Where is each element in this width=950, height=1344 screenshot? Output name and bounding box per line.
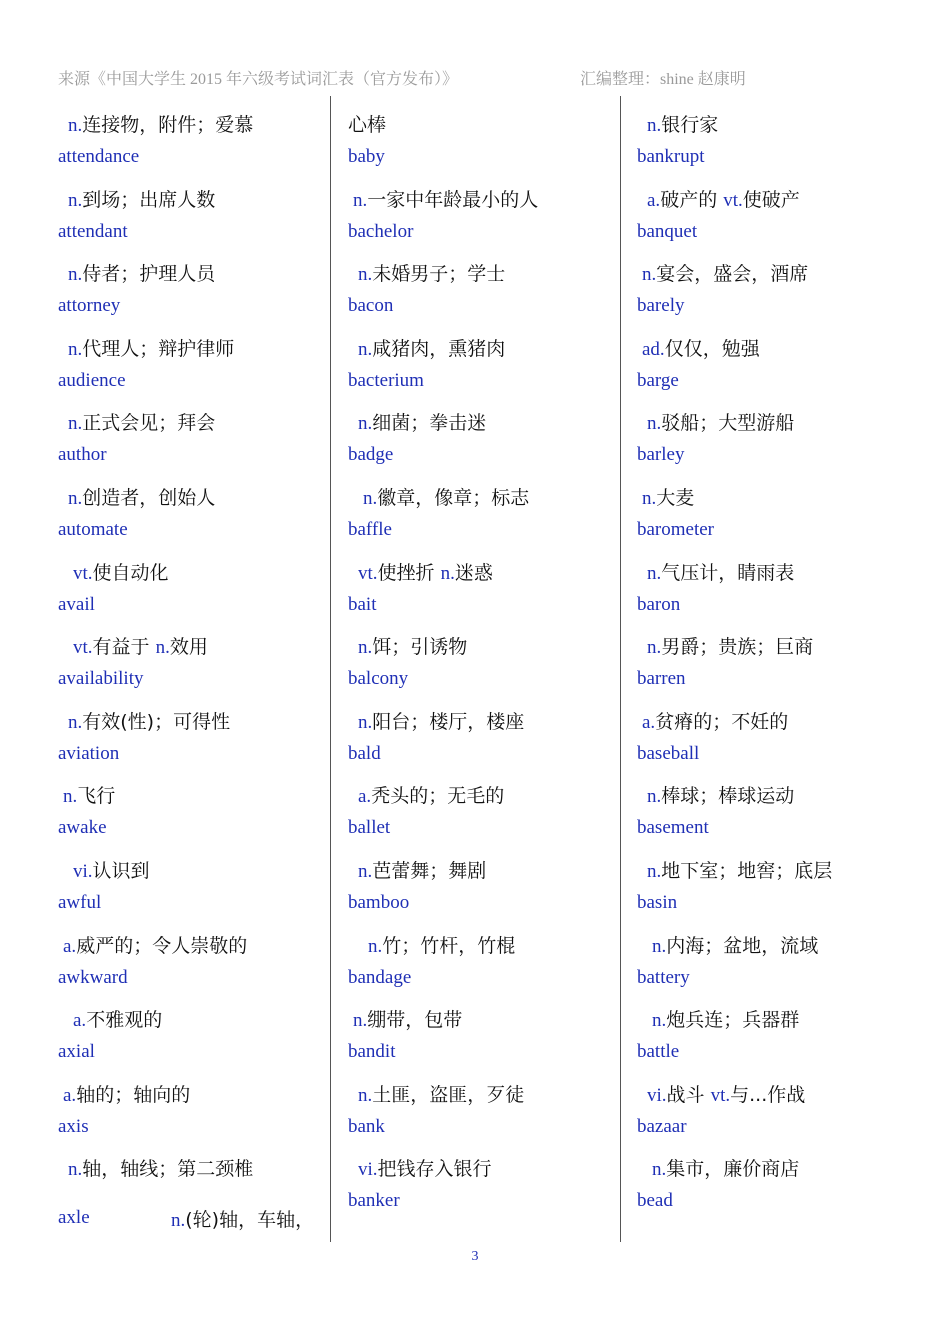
definition-text: 心棒 [348,114,387,136]
definition-text: 未婚男子；学士 [372,263,506,286]
part-of-speech: n. [642,487,657,509]
definition-text: 气压计，睛雨表 [661,561,795,584]
part-of-speech: n. [647,860,662,882]
vocab-entry [637,921,907,996]
part-of-speech: n. [68,711,83,733]
vocab-word: attendant [58,220,128,242]
definition-text: 认识到 [92,859,150,882]
vocab-word: availability [58,668,144,690]
vocab-entry [348,324,618,399]
vocab-word: bamboo [348,891,410,913]
vocab-entry [58,100,328,175]
vocab-definition [363,483,529,510]
vocab-entry [637,548,907,623]
part-of-speech: n. [68,115,83,136]
vocab-word: audience [58,369,126,391]
definition-text: 使自动化 [92,561,169,584]
vocab-definition [652,1154,799,1181]
vocab-word: bacterium [348,369,424,391]
header-source: 来源《中国大学生 2015 年六级考试词汇表（官方发布）》 [58,71,459,88]
definition-text: 土匪，盗匪，歹徒 [372,1083,525,1106]
vocab-entry [348,995,618,1070]
vocab-definition [647,558,794,585]
part-of-speech: a. [642,711,656,733]
part-of-speech: vi. [647,1084,667,1106]
definition-text: 使挫折 [377,561,441,584]
part-of-speech: a. [73,1010,87,1032]
vocab-entry [58,548,328,623]
part-of-speech: n. [647,413,662,435]
definition-text: 饵；引诱物 [372,636,468,659]
vocab-entry [58,622,328,697]
part-of-speech: n. [358,860,373,882]
vocab-definition [358,408,486,435]
part-of-speech: n. [68,338,83,360]
definition-text: 绷带，包带 [367,1009,463,1032]
definition-text: 正式会见；拜会 [82,412,216,435]
vocab-word: bacon [348,295,394,317]
part-of-speech: vi. [73,860,93,882]
part-of-speech: n. [358,1084,373,1106]
definition-text: 轴，轴线；第二颈椎 [82,1158,254,1181]
part-of-speech: n. [358,413,373,435]
vocab-entry [58,1070,328,1145]
part-of-speech: n. [155,637,170,659]
definition-text: 威严的；令人崇敬的 [76,934,248,957]
part-of-speech: n. [652,1010,667,1032]
vocab-entry [348,697,618,772]
vocab-entry [58,697,328,772]
vocab-word: bazaar [637,1115,687,1137]
vocab-entry [58,771,328,846]
definition-text: 仅仅，勉强 [664,337,760,360]
vocab-word: banker [348,1190,400,1212]
vocab-word: baron [637,593,681,615]
part-of-speech: n. [642,264,657,286]
vocab-word: baby [348,146,385,167]
vocab-word: baffle [348,518,392,540]
vocab-entry [58,921,328,996]
part-of-speech: n. [353,1010,368,1032]
part-of-speech: a. [63,1084,77,1106]
vocab-definition [68,110,253,137]
definition-text: 地下室；地窖；底层 [661,859,833,882]
vocab-entry [637,622,907,697]
vocab-definition [358,259,505,286]
vocab-definition [647,408,794,435]
vocab-definition [358,707,524,734]
vocab-word: axle [58,1207,90,1228]
definition-text: 贫瘠的；不妊的 [655,710,789,733]
vocab-definition [642,259,808,286]
vocab-word: bank [348,1115,385,1137]
definition-text: 创造者，创始人 [82,486,216,509]
vocab-entry [348,175,618,250]
part-of-speech: n. [652,935,667,957]
definition-text: 徽章，像章；标志 [377,486,530,509]
vocab-entry [58,398,328,473]
vocab-definition [348,110,386,137]
vocab-word: bandage [348,966,412,988]
definition-text: 阳台；楼厅，楼座 [372,710,525,733]
vocab-word: awkward [58,966,128,988]
part-of-speech: n. [68,487,83,509]
vocab-definition [73,856,150,883]
definition-text: 芭蕾舞；舞剧 [372,859,487,882]
part-of-speech: n. [358,711,373,733]
vocab-word: awake [58,817,107,839]
part-of-speech: n. [440,562,455,584]
vocab-definition [647,110,718,137]
vocab-definition [358,1154,492,1181]
vocab-entry [637,1144,907,1219]
vocab-word: banquet [637,220,698,242]
part-of-speech: n. [353,189,368,211]
definition-text: 效用 [169,636,208,659]
vocab-definition [73,632,208,659]
vocab-entry [348,846,618,921]
vocab-entry [637,249,907,324]
vocab-column-2 [348,100,618,1219]
part-of-speech: n. [68,264,83,286]
vocab-definition [652,931,818,958]
vocab-entry [348,1070,618,1145]
vocab-entry [58,473,328,548]
vocab-word: bachelor [348,220,414,242]
vocab-entry [637,473,907,548]
vocab-word: author [58,444,107,466]
part-of-speech: n. [647,562,662,584]
definition-text: 细菌；拳击迷 [372,412,487,435]
vocab-word: attorney [58,295,121,317]
vocab-word: awful [58,891,102,913]
definition-text: 代理人；辩护律师 [82,337,235,360]
definition-text: 飞行 [77,785,116,808]
vocab-word: basement [637,817,709,839]
part-of-speech: n. [171,1210,186,1231]
vocab-entry [58,995,328,1070]
vocab-definition [647,185,800,212]
part-of-speech: vt. [710,1084,731,1106]
vocab-entry [637,100,907,175]
vocab-entry [58,175,328,250]
vocab-entry [637,175,907,250]
definition-text: 集市，廉价商店 [666,1158,800,1181]
vocab-entry [637,995,907,1070]
part-of-speech: n. [647,637,662,659]
vocab-word: basin [637,891,678,913]
part-of-speech: n. [647,786,662,808]
vocab-word: bald [348,742,381,764]
definition-text: (轮)轴，车轴， [185,1209,315,1231]
part-of-speech: n. [358,264,373,286]
vocab-definition [368,931,515,958]
part-of-speech: n. [358,338,373,360]
vocab-definition [358,1080,524,1107]
part-of-speech: n. [363,487,378,509]
vocab-word: barren [637,668,686,690]
part-of-speech: vt. [73,562,93,584]
vocab-entry [58,846,328,921]
vocab-word: avail [58,593,95,615]
vocab-definition [358,632,467,659]
vocab-definition [68,259,215,286]
vocab-entry [637,697,907,772]
vocab-definition [647,1080,805,1107]
vocab-definition [73,558,169,585]
part-of-speech: n. [68,413,83,435]
vocab-word: ballet [348,817,391,839]
vocab-entry [58,324,328,399]
vocab-definition [358,856,486,883]
vocab-entry [637,324,907,399]
vocab-entry [348,771,618,846]
vocab-definition [171,1205,314,1232]
part-of-speech: n. [368,935,383,957]
vocab-entry [348,100,618,175]
vocab-word: bait [348,593,377,615]
definition-text: 一家中年龄最小的人 [367,188,539,211]
part-of-speech: vi. [358,1159,378,1181]
vocab-definition [642,334,760,361]
part-of-speech: vt. [723,189,743,211]
vocab-entry [637,846,907,921]
definition-text: 有效(性)；可得性 [82,710,231,733]
vocab-entry [637,1070,907,1145]
definition-text: 炮兵连；兵器群 [666,1009,800,1032]
vocab-entry [348,921,618,996]
definition-text: 到场；出席人数 [82,188,216,211]
part-of-speech: n. [63,786,78,808]
definition-text: 战斗 [666,1083,711,1106]
vocab-word: barely [637,295,685,317]
definition-text: 秃头的；无毛的 [371,785,505,808]
vocab-word: attendance [58,146,140,167]
definition-text: 迷惑 [454,561,493,584]
definition-text: 宴会，盛会，酒席 [656,263,809,286]
header-compiler: 汇编整理：shine 赵康明 [580,71,746,88]
definition-text: 与...作战 [730,1083,806,1106]
definition-text: 轴的；轴向的 [76,1083,191,1106]
vocab-definition [358,334,505,361]
part-of-speech: n. [647,115,662,136]
vocab-definition [358,558,493,585]
part-of-speech: n. [652,1159,667,1181]
vocab-word: badge [348,444,394,466]
vocab-word: balcony [348,668,409,690]
part-of-speech: a. [63,935,77,957]
vocab-definition [647,632,813,659]
vocab-definition [63,781,115,808]
definition-text: 把钱存入银行 [377,1158,492,1181]
part-of-speech: a. [647,189,661,211]
part-of-speech: vt. [358,562,378,584]
vocab-definition [68,707,230,734]
definition-text: 破产的 [660,188,724,211]
vocab-entry [348,249,618,324]
vocab-entry [637,398,907,473]
part-of-speech: ad. [642,338,665,360]
definition-text: 侍者；护理人员 [82,263,216,286]
vocab-definition [647,856,832,883]
vocab-entry [637,771,907,846]
vocab-entry [348,398,618,473]
vocab-definition [73,1005,162,1032]
part-of-speech: n. [68,1159,83,1181]
vocab-word: bankrupt [637,146,705,167]
vocab-word: aviation [58,742,120,764]
part-of-speech: n. [358,637,373,659]
definition-text: 连接物，附件；爱慕 [82,114,254,136]
part-of-speech: a. [358,786,372,808]
vocab-definition [63,931,247,958]
vocab-word: barge [637,369,679,391]
vocab-column-3 [637,100,907,1219]
definition-text: 咸猪肉，熏猪肉 [372,337,506,360]
part-of-speech: n. [68,189,83,211]
vocab-definition [63,1080,190,1107]
definition-text: 驳船；大型游船 [661,412,795,435]
vocab-word: bandit [348,1041,396,1063]
definition-text: 男爵；贵族；巨商 [661,636,814,659]
vocab-word: automate [58,518,128,540]
vocab-definition [642,707,788,734]
page-number: 3 [471,1249,479,1264]
vocab-word: battery [637,966,690,988]
vocab-entry [348,473,618,548]
definition-text: 棒球；棒球运动 [661,785,795,808]
definition-text: 使破产 [742,188,800,211]
vocab-word: axis [58,1115,89,1137]
vocab-word: barometer [637,518,715,540]
vocab-definition [358,781,504,808]
vocab-definition [353,185,538,212]
vocab-definition [68,334,234,361]
vocab-entry [58,249,328,324]
vocab-definition [68,408,215,435]
vocab-word: baseball [637,742,700,764]
column-divider [330,96,331,1242]
definition-text: 有益于 [92,636,156,659]
column-divider [620,96,621,1242]
part-of-speech: vt. [73,637,93,659]
vocab-definition [68,185,215,212]
definition-text: 内海；盆地，流域 [666,934,819,957]
vocab-word: barley [637,444,685,466]
vocab-entry [348,1144,618,1219]
definition-text: 银行家 [661,114,719,136]
vocab-word: battle [637,1041,680,1063]
vocab-column-1 [58,100,328,1219]
vocab-definition [68,1154,253,1181]
vocab-definition [68,483,215,510]
vocab-word: axial [58,1041,95,1063]
definition-text: 竹；竹杆，竹棍 [382,934,516,957]
vocab-definition [647,781,794,808]
vocab-definition [652,1005,799,1032]
vocab-entry [348,622,618,697]
vocab-word: bead [637,1190,673,1212]
definition-text: 大麦 [656,486,695,509]
vocab-definition [353,1005,462,1032]
definition-text: 不雅观的 [86,1009,163,1032]
vocab-entry [348,548,618,623]
vocab-definition [642,483,694,510]
